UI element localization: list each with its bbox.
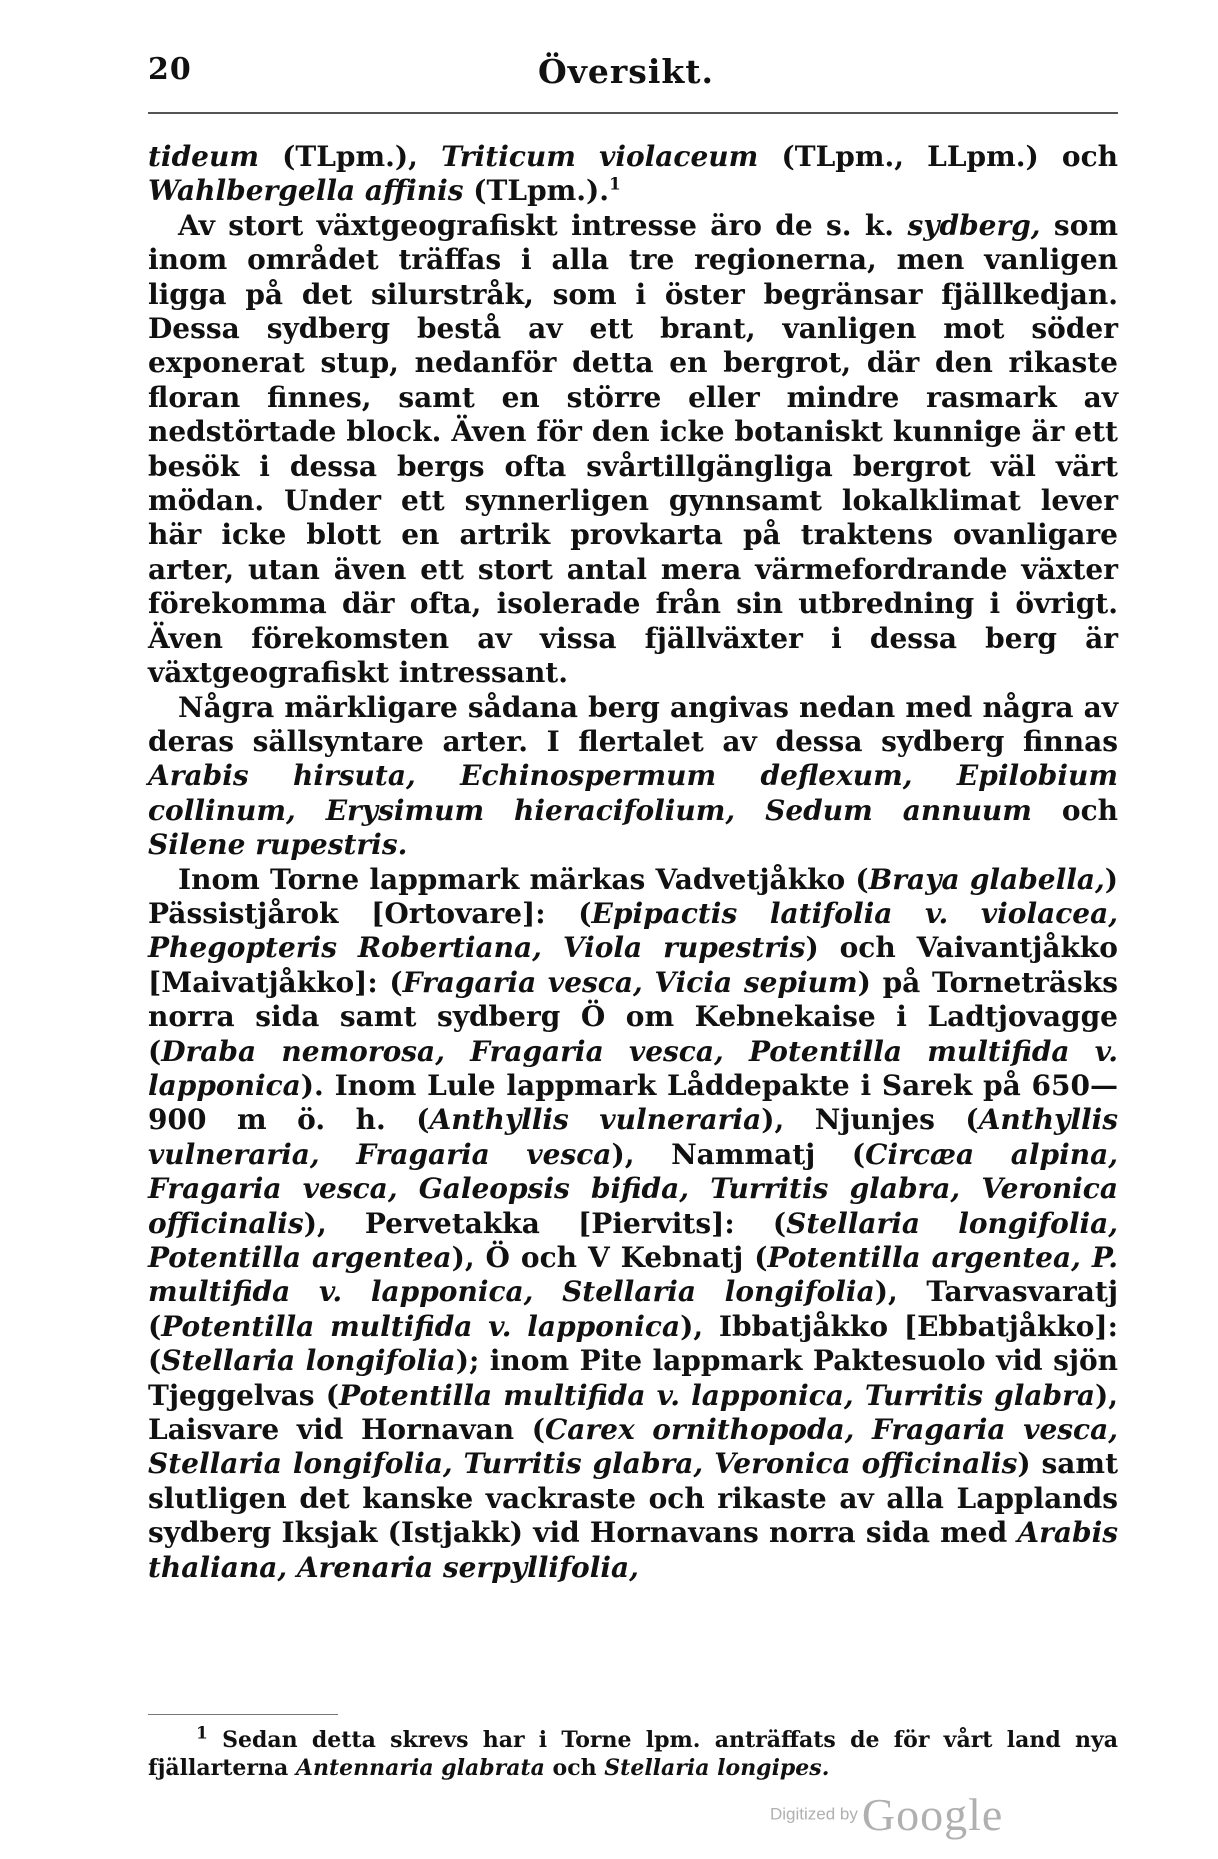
text-run: ), Ö och V Kebnatj ( <box>451 1241 768 1274</box>
species-name: Antennaria glabrata <box>295 1755 545 1781</box>
footnote-rule <box>148 1714 338 1715</box>
text-run: Sedan detta skrevs har i Torne lpm. anträffats de för vårt land nya fjällarterna <box>148 1727 1118 1781</box>
species-list: Braya glabella, <box>868 862 1105 896</box>
page-header <box>148 52 1118 102</box>
paragraph-4 <box>148 863 1118 1586</box>
watermark-small-text: Digitized by <box>770 1804 858 1824</box>
species-list: Fragaria vesca, Vicia sepium <box>402 965 858 999</box>
text-run: ); inom Pite lappmark Paktesuolo vid sjön Tjeggelvas ( <box>148 1344 1119 1412</box>
species-name: Triticum violaceum <box>441 140 759 173</box>
page-number: 20 <box>148 52 192 87</box>
text-run: och <box>1031 793 1118 827</box>
species-list: Potentilla multifida v. lapponica <box>161 1309 681 1343</box>
species-list: Circæa alpina, Fragaria vesca, Galeopsis bifida, Turritis glabra, Veronica officinalis <box>148 1137 1118 1240</box>
species-list: Potentilla multifida v. lapponica, Turritis glabra <box>339 1378 1095 1412</box>
text-run: Några märkligare sådana berg angivas nedan med några av deras sällsyntare arter. I flertalet av dessa sydberg finnas <box>148 690 1118 758</box>
digitized-watermark <box>770 1788 1003 1841</box>
species-list: Stellaria longifolia, Potentilla argentea <box>148 1206 1118 1274</box>
text-run: ), Njunjes ( <box>761 1103 979 1137</box>
text-run: ), Laisvare vid Hornavan ( <box>148 1378 1118 1447</box>
text-run: ). Inom Lule lappmark Låddepakte i Sarek på 650—900 m ö. h. ( <box>148 1068 1118 1137</box>
text-run: ), Ibbatjåkko [Ebbatjåkko]: ( <box>148 1309 1118 1378</box>
text-run: (TLpm., LLpm.) och <box>758 140 1119 173</box>
paragraph-1 <box>148 140 1118 209</box>
species-name: Silene rupestris. <box>148 828 408 862</box>
species-name: Wahlbergella affinis <box>148 174 464 208</box>
text-run: ) samt slutligen det kanske vackraste och rikaste av alla Lapplands sydberg Iksjak (Istjakk) vid Hornavans norra sida med <box>148 1447 1118 1550</box>
text-run: Inom Torne lappmark märkas Vadvetjåkko ( <box>178 862 869 896</box>
species-list: Draba nemorosa, Fragaria vesca, Potentilla multifida v. lapponica <box>148 1034 1118 1102</box>
species-name: tideum <box>148 140 259 173</box>
species-list: Anthyllis vulneraria <box>429 1103 762 1137</box>
text-run: Av stort växtgeografiskt intresse äro de s. k. <box>178 208 908 242</box>
species-list: Carex ornithopoda, Fragaria vesca, Stellaria longifolia, Turritis glabra, Veronica officinalis <box>148 1413 1118 1481</box>
paragraph-2 <box>148 209 1118 691</box>
species-name: Stellaria longipes. <box>604 1755 830 1781</box>
term: sydberg, <box>907 208 1041 242</box>
text-run: ), Nammatj ( <box>611 1137 866 1171</box>
species-list: Stellaria longifolia <box>161 1344 456 1378</box>
species-list: Arabis thaliana, Arenaria serpyllifolia, <box>148 1516 1118 1584</box>
text-run: ) på Torneträsks norra sida samt sydberg Ö om Kebnekaise i Ladtjovagge ( <box>148 965 1118 1068</box>
text-run: ) och Vaivantjåkko [Maivatjåkko]: ( <box>148 931 1118 999</box>
text-run: (TLpm.). <box>463 174 610 208</box>
footnote-marker: 1 <box>196 1723 208 1744</box>
body-text <box>148 140 1118 1585</box>
text-run: ) Pässistjårok [Ortovare]: ( <box>148 862 1118 930</box>
header-rule <box>148 112 1118 114</box>
text-run: (TLpm.), <box>258 140 442 173</box>
footnote-text <box>148 1723 1118 1782</box>
species-list: Potentilla argentea, P. multifida v. lapponica, Stellaria longifolia <box>148 1241 1118 1309</box>
footnote <box>148 1723 1118 1782</box>
text-run: ), Tarvasvaratj ( <box>148 1275 1119 1343</box>
google-logo: Google <box>861 1789 1004 1840</box>
footnote-ref: 1 <box>609 175 621 196</box>
species-list: Anthyllis vulneraria, Fragaria vesca <box>148 1103 1119 1171</box>
species-list: Arabis hirsuta, Echinospermum deflexum, Epilobium collinum, Erysimum hieracifolium, Sedum annuum <box>148 759 1118 827</box>
text-run: ), Pervetakka [Piervits]: ( <box>303 1206 787 1240</box>
text-run: som inom området träffas i alla tre regionerna, men vanligen ligga på det silurstråk, som i öster begränsar fjällkedjan. Dessa sydberg bestå av ett brant, vanligen mot söder exponerat stup, nedanför detta en bergrot, där den rikaste floran finnes, samt en större eller mindre rasmark av nedstörtade block. Även för den icke botaniskt kunnige är ett besök i dessa bergs ofta svårtillgängliga bergrot väl värt mödan. Under ett synnerligen gynnsamt lokalklimat lever här icke blott en artrik provkarta på traktens ovanligare arter, utan även ett stort antal mera värmefordrande växter förekomma där ofta, isolerade från sin utbredning i övrigt. Även förekomsten av vissa fjällväxter i dessa berg är växtgeografiskt intressant. <box>148 208 1118 690</box>
running-title: Översikt. <box>538 52 715 91</box>
text-run: och <box>544 1755 605 1781</box>
paragraph-3 <box>148 691 1118 863</box>
species-list: Epipactis latifolia v. violacea, Phegopteris Robertiana, Viola rupestris <box>148 896 1118 965</box>
